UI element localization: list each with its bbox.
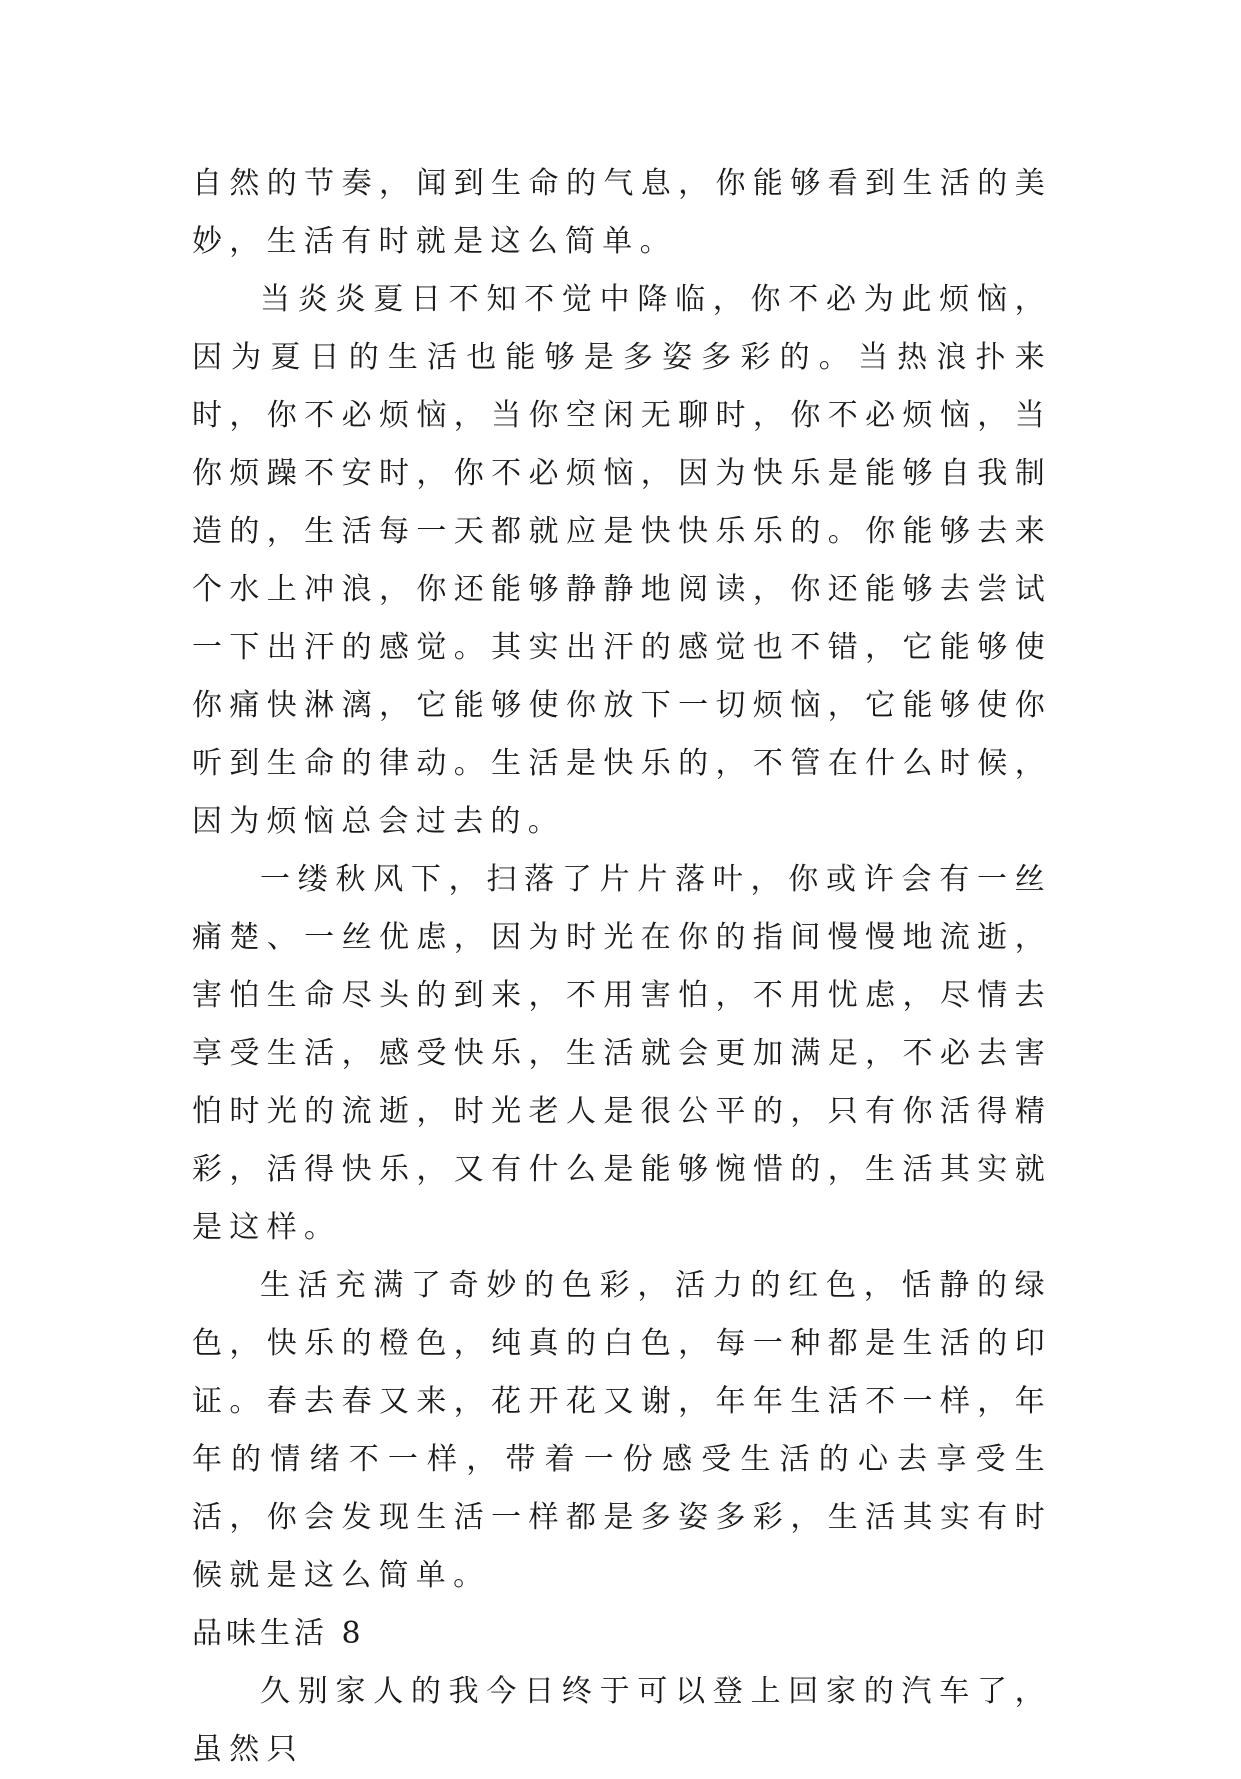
paragraph-colors: 生活充满了奇妙的色彩，活力的红色，恬静的绿色，快乐的橙色，纯真的白色，每一种都是生活的印证。春去春又来，花开花又谢，年年生活不一样，年年的情绪不一样，带着一份感受生活的心去享受生活，你会发现生活一样都是多姿多彩，生活其实有时候就是这么简单。 — [192, 1268, 1052, 1593]
paragraph-continued: 自然的节奏，闻到生命的气息，你能够看到生活的美妙，生活有时就是这么简单。 — [192, 166, 1052, 259]
section-heading: 品味生活 8 — [192, 1616, 365, 1651]
paragraph-summer: 当炎炎夏日不知不觉中降临，你不必为此烦恼，因为夏日的生活也能够是多姿多彩的。当热浪扑来时，你不必烦恼，当你空闲无聊时，你不必烦恼，当你烦躁不安时，你不必烦恼，因为快乐是能够自我制造的，生活每一天都就应是快快乐乐的。你能够去来个水上冲浪，你还能够静静地阅读，你还能够去尝试一下出汗的感觉。其实出汗的感觉也不错，它能够使你痛快淋漓，它能够使你放下一切烦恼，它能够使你听到生命的律动。生活是快乐的，不管在什么时候，因为烦恼总会过去的。 — [192, 282, 1052, 839]
document-body — [192, 155, 1052, 1779]
paragraph-autumn: 一缕秋风下，扫落了片片落叶，你或许会有一丝痛楚、一丝优虑，因为时光在你的指间慢慢地流逝，害怕生命尽头的到来，不用害怕，不用忧虑，尽情去享受生活，感受快乐，生活就会更加满足，不必去害怕时光的流逝，时光老人是很公平的，只有你活得精彩，活得快乐，又有什么是能够惋惜的，生活其实就是这样。 — [192, 862, 1052, 1245]
paragraph-going-home: 久别家人的我今日终于可以登上回家的汽车了，虽然只 — [192, 1674, 1052, 1767]
